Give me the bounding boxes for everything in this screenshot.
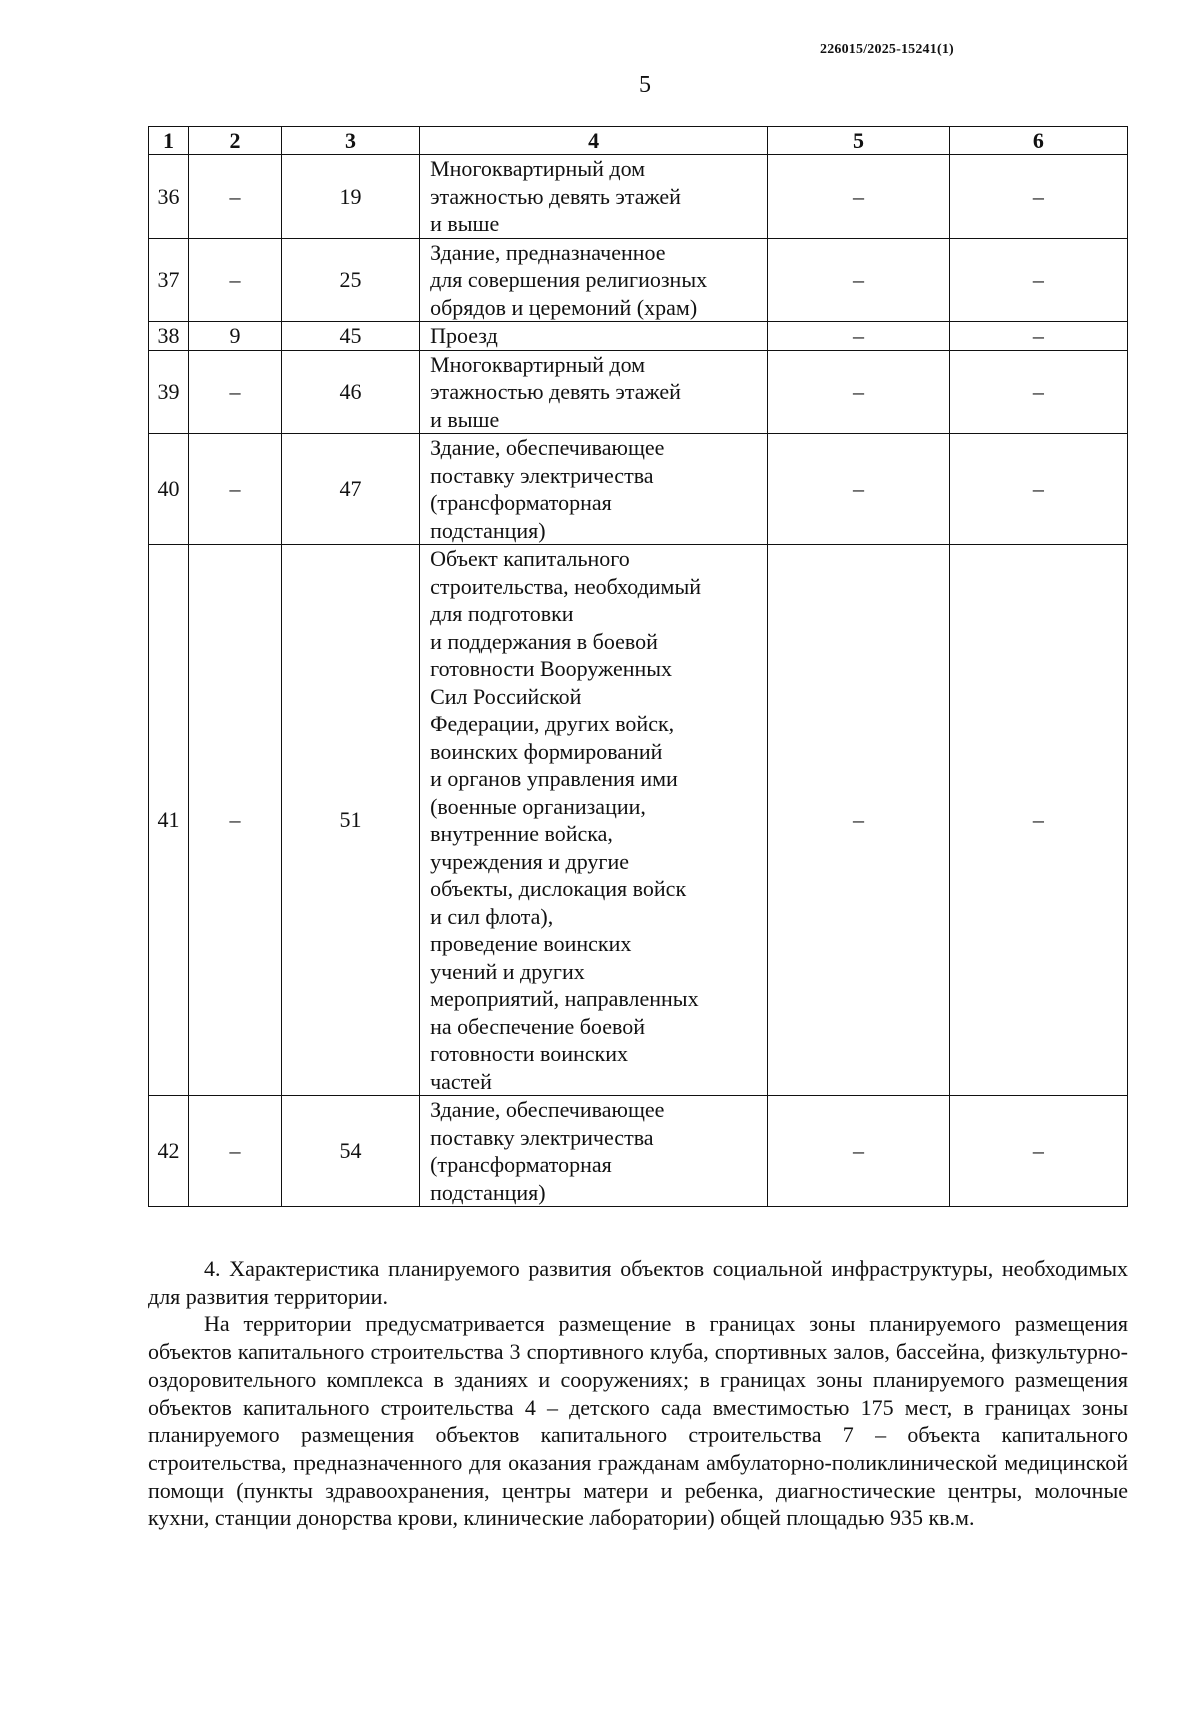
cell-col-6: – bbox=[949, 238, 1127, 322]
object-name-line: (трансформаторная bbox=[430, 1152, 612, 1177]
cell-col-3: 46 bbox=[281, 350, 419, 434]
table-row bbox=[149, 155, 1128, 239]
cell-col-3: 45 bbox=[281, 322, 419, 351]
object-name-line: готовности Вооруженных bbox=[430, 656, 673, 681]
object-name-cell bbox=[420, 1096, 768, 1207]
column-header: 1 bbox=[149, 127, 189, 155]
cell-col-2: – bbox=[189, 350, 282, 434]
object-name-cell bbox=[420, 545, 768, 1096]
object-name-line: Федерации, других войск, bbox=[430, 711, 675, 736]
cell-col-2: – bbox=[189, 545, 282, 1096]
cell-col-6: – bbox=[949, 1096, 1127, 1207]
table-body bbox=[149, 155, 1128, 1207]
table-row bbox=[149, 1096, 1128, 1207]
cell-col-1: 41 bbox=[149, 545, 189, 1096]
object-name-line: воинских формирований bbox=[430, 738, 663, 764]
object-name-line: и сил флота), bbox=[430, 903, 554, 929]
object-name-line: Многоквартирный дом bbox=[430, 351, 646, 377]
object-name-line: для совершения религиозных bbox=[430, 267, 708, 292]
cell-col-5: – bbox=[768, 322, 949, 351]
cell-col-1: 36 bbox=[149, 155, 189, 239]
object-name-line: Здание, обеспечивающее bbox=[430, 435, 665, 460]
object-name-line: учений и других bbox=[430, 958, 585, 984]
section-4 bbox=[148, 1255, 1128, 1532]
object-name-line: учреждения и другие bbox=[430, 848, 629, 874]
object-name-line: поставку электричества bbox=[430, 1124, 654, 1150]
object-name-cell bbox=[420, 155, 768, 239]
object-name-line: и выше bbox=[430, 406, 500, 432]
cell-col-1: 37 bbox=[149, 238, 189, 322]
object-name-line: (трансформаторная bbox=[430, 490, 612, 515]
object-name-line: для подготовки bbox=[430, 601, 574, 626]
cell-col-2: – bbox=[189, 238, 282, 322]
object-name-line: готовности воинских bbox=[430, 1041, 628, 1066]
cell-col-5: – bbox=[768, 155, 949, 239]
table-row bbox=[149, 350, 1128, 434]
cell-col-5: – bbox=[768, 434, 949, 545]
cell-col-2: – bbox=[189, 1096, 282, 1207]
table-row bbox=[149, 545, 1128, 1096]
cell-col-3: 25 bbox=[281, 238, 419, 322]
table-header-row bbox=[149, 127, 1128, 155]
object-name-line: Многоквартирный дом bbox=[430, 156, 646, 181]
object-name-line: Здание, обеспечивающее bbox=[430, 1097, 665, 1122]
object-name-line: (военные организации, bbox=[430, 793, 646, 819]
object-name-line: Сил Российской bbox=[430, 683, 582, 709]
cell-col-3: 19 bbox=[281, 155, 419, 239]
table-row bbox=[149, 238, 1128, 322]
section-heading: 4. Характеристика планируемого развития объектов социальной инфраструктуры, необходимых для развития территории. bbox=[148, 1256, 1128, 1309]
object-name-line: подстанция) bbox=[430, 1179, 546, 1205]
cell-col-6: – bbox=[949, 155, 1127, 239]
cell-col-1: 40 bbox=[149, 434, 189, 545]
object-name-cell bbox=[420, 350, 768, 434]
cell-col-1: 38 bbox=[149, 322, 189, 351]
cell-col-6: – bbox=[949, 434, 1127, 545]
cell-col-5: – bbox=[768, 1096, 949, 1207]
object-name-line: строительства, необходимый bbox=[430, 573, 702, 599]
cell-col-6: – bbox=[949, 322, 1127, 351]
object-name-line: объекты, дислокация войск bbox=[430, 876, 687, 901]
cell-col-2: – bbox=[189, 434, 282, 545]
cell-col-5: – bbox=[768, 238, 949, 322]
cell-col-2: 9 bbox=[189, 322, 282, 351]
object-name-line: Здание, предназначенное bbox=[430, 239, 666, 265]
object-name-line: подстанция) bbox=[430, 517, 546, 543]
object-name-line: частей bbox=[430, 1068, 492, 1094]
cell-col-6: – bbox=[949, 350, 1127, 434]
object-name-cell bbox=[420, 434, 768, 545]
object-name-line: на обеспечение боевой bbox=[430, 1013, 645, 1039]
cell-col-1: 42 bbox=[149, 1096, 189, 1207]
object-name-line: Проезд bbox=[430, 323, 498, 348]
table-row bbox=[149, 434, 1128, 545]
objects-table bbox=[148, 126, 1128, 1207]
column-header: 3 bbox=[281, 127, 419, 155]
cell-col-5: – bbox=[768, 545, 949, 1096]
column-header: 6 bbox=[949, 127, 1127, 155]
table-row bbox=[149, 322, 1128, 351]
object-name-line: внутренние войска, bbox=[430, 821, 613, 846]
cell-col-2: – bbox=[189, 155, 282, 239]
object-name-line: Объект капитального bbox=[430, 546, 630, 571]
object-name-line: и выше bbox=[430, 211, 500, 236]
column-header: 5 bbox=[768, 127, 949, 155]
column-header: 2 bbox=[189, 127, 282, 155]
document-number: 226015/2025-15241(1) bbox=[820, 42, 954, 57]
object-name-line: поставку электричества bbox=[430, 462, 654, 488]
object-name-line: проведение воинских bbox=[430, 931, 632, 956]
object-name-line: этажностью девять этажей bbox=[430, 183, 681, 209]
cell-col-1: 39 bbox=[149, 350, 189, 434]
object-name-line: мероприятий, направленных bbox=[430, 986, 699, 1011]
object-name-cell bbox=[420, 322, 768, 351]
object-name-line: этажностью девять этажей bbox=[430, 379, 681, 404]
cell-col-3: 51 bbox=[281, 545, 419, 1096]
cell-col-6: – bbox=[949, 545, 1127, 1096]
cell-col-5: – bbox=[768, 350, 949, 434]
object-name-line: и органов управления ими bbox=[430, 766, 678, 791]
column-header: 4 bbox=[420, 127, 768, 155]
object-name-line: и поддержания в боевой bbox=[430, 628, 658, 654]
section-paragraph: На территории предусматривается размещение в границах зоны планируемого размещения объектов капитального строительства 3 спортивного клуба, спортивных залов, бассейна, физкультурно-оздоровительного комплекса в зданиях и сооружениях; в границах зоны планируемого размещения объектов капитального строительства 4 – детского сада вместимостью 175 мест, в границах зоны планируемого размещения объектов капитального строительства 7 – объекта капитального строительства, предназначенного для оказания гражданам амбулаторно-поликлинической медицинской помощи (пункты здравоохранения, центры матери и ребенка, диагностические центры, молочные кухни, станции донорства крови, клинические лаборатории) общей площадью 935 кв.м. bbox=[148, 1311, 1128, 1531]
object-name-line: обрядов и церемоний (храм) bbox=[430, 294, 698, 320]
cell-col-3: 47 bbox=[281, 434, 419, 545]
cell-col-3: 54 bbox=[281, 1096, 419, 1207]
object-name-cell bbox=[420, 238, 768, 322]
page-number: 5 bbox=[639, 72, 651, 98]
